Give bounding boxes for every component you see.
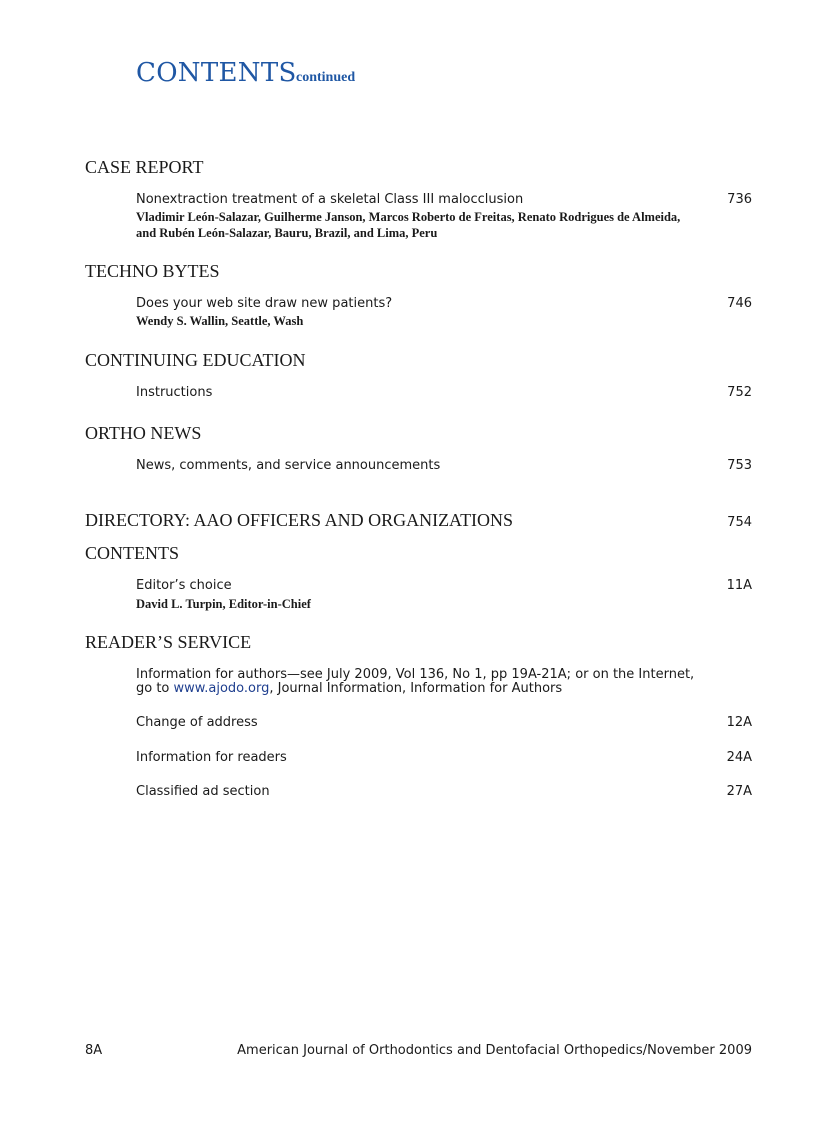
service-item-title[interactable]: Classified ad section <box>136 784 270 799</box>
info-suffix: , Journal Information, Information for Authors <box>269 681 563 696</box>
article-title-link[interactable]: Instructions <box>136 385 213 400</box>
info-prefix: go to <box>136 681 174 696</box>
article-title-link[interactable]: News, comments, and service announcements <box>136 458 441 473</box>
section-heading-directory[interactable]: DIRECTORY: AAO OFFICERS AND ORGANIZATIONS <box>85 510 514 530</box>
article-title-link[interactable]: Editor’s choice <box>136 578 232 593</box>
article-page-number: 746 <box>727 296 752 311</box>
service-item-title[interactable]: Change of address <box>136 715 258 730</box>
article-authors: David L. Turpin, Editor-in-Chief <box>136 597 311 611</box>
article-page-number: 752 <box>727 385 752 400</box>
directory-page-number: 754 <box>727 515 752 530</box>
section-heading-continuing-education: CONTINUING EDUCATION <box>85 350 306 370</box>
page-title: CONTENTS <box>136 58 297 88</box>
footer-page-number: 8A <box>85 1043 103 1058</box>
service-item-page: 24A <box>726 750 752 765</box>
section-heading-case-report: CASE REPORT <box>85 157 204 177</box>
info-authors-line: Information for authors—see July 2009, Vol 136, No 1, pp 19A-21A; or on the Internet, <box>136 667 695 682</box>
service-item-title[interactable]: Information for readers <box>136 750 287 765</box>
article-page-number: 753 <box>727 458 752 473</box>
section-heading-ortho-news: ORTHO NEWS <box>85 423 202 443</box>
article-authors: Vladimir León-Salazar, Guilherme Janson, Marcos Roberto de Freitas, Renato Rodrigues de Almeida, <box>136 210 681 224</box>
footer-journal-name: American Journal of Orthodontics and Dentofacial Orthopedics/November 2009 <box>237 1043 752 1058</box>
service-item-page: 12A <box>726 715 752 730</box>
section-heading-readers-service: READER’S SERVICE <box>85 632 252 652</box>
info-authors-line-2 <box>136 681 562 696</box>
article-page-number: 736 <box>727 192 752 207</box>
ajodo-website-link[interactable]: www.ajodo.org <box>173 681 270 696</box>
article-title-link[interactable]: Does your web site draw new patients? <box>136 296 393 311</box>
article-authors: Wendy S. Wallin, Seattle, Wash <box>136 314 304 328</box>
section-heading-techno-bytes: TECHNO BYTES <box>85 261 220 281</box>
section-heading-contents: CONTENTS <box>85 543 179 563</box>
article-authors: and Rubén León-Salazar, Bauru, Brazil, and Lima, Peru <box>136 226 438 240</box>
article-page-number: 11A <box>726 578 752 593</box>
service-item-page: 27A <box>726 784 752 799</box>
article-title-link[interactable]: Nonextraction treatment of a skeletal Class III malocclusion <box>136 192 524 207</box>
continued-label: continued <box>296 70 356 85</box>
